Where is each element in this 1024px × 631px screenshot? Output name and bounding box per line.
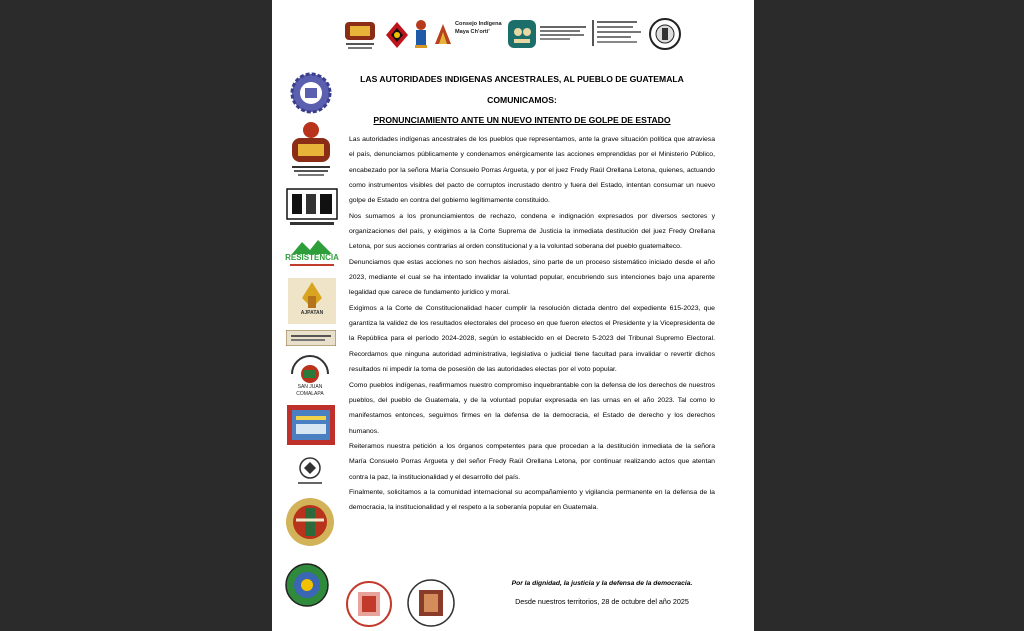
paragraph: Finalmente, solicitamos a la comunidad internacional su acompañamiento y vigilancia permanente en la defensa de la democracia, la institucionalidad y el respeto a la soberanía popular en Guatemala. <box>349 488 715 512</box>
paragraph: Reiteramos nuestra petición a los órganos competentes para que procedan a la destitución inmediata de la señora María Consuelo Porras Argueta y del señor Fredy Raúl Orellana Letona, por continuar realizando actos que atentan contra la paz, la institucionalidad y el desarrollo del país. <box>349 442 715 481</box>
logo-diamond-top <box>384 20 410 50</box>
logo-small-emblem <box>290 452 330 488</box>
logo-cooperativa-gear <box>290 72 332 114</box>
closing-line: Por la dignidad, la justicia y la defensa de la democracia. <box>511 580 693 587</box>
paragraph: Nos sumamos a los pronunciamientos de rechazo, condena e indignación expresados por diversos sectores y organizaciones del país, y exigimos a la Corte Suprema de Justicia la inmediata destitución del juez Fredy Orellana Letona, por sus acciones contrarias al orden constitucional y a la voluntad soberana del pueblo guatemalteco. <box>349 212 715 251</box>
logo-tzutujil <box>286 188 338 228</box>
logo-autoridad-indigena-red <box>286 404 336 446</box>
consejo-line1: Consejo Indígena <box>455 21 502 27</box>
logo-text-block-top <box>540 24 588 42</box>
comalapa-line2: COMALAPA <box>296 391 324 397</box>
logo-alcaldia-indigena <box>284 496 336 552</box>
logo-consejo-maya-chorti <box>433 18 503 48</box>
paragraph: Denunciamos que estas acciones no son hechos aislados, sino parte de un proceso sistemático iniciado desde el año 2023, mediante el cual se ha intentado invalidar la voluntad popular, encubriendo sus intenciones bajo una aparente legalidad que carece de fundamento jurídico y moral. <box>349 258 715 297</box>
logo-small-banner <box>286 330 336 346</box>
document-subtitle: COMUNICAMOS: <box>487 95 557 105</box>
logo-bottom-seal-2 <box>406 578 456 628</box>
logo-round-bottom-left <box>284 562 330 608</box>
logo-seal-top <box>647 16 683 52</box>
logo-text-block-top-2 <box>592 18 644 48</box>
logo-figure-top <box>412 18 430 50</box>
resistencia-sub <box>290 264 334 266</box>
consejo-line2: Maya Ch'orti' <box>455 29 490 35</box>
resistencia-label: RESISTENCIA <box>285 253 339 262</box>
logo-ajpatan <box>288 278 336 324</box>
logo-maya-glyph-top <box>506 18 538 50</box>
paragraph: Exigimos a la Corte de Constitucionalidad hacer cumplir la resolución dictada dentro del expediente 615-2023, que garantiza la validez de los resultados electorales del proceso en que fueron electos el Presidente y la Vicepresidenta de la República para el período 2024-2028, según lo establecido en el Decreto 5-2023 del Tribunal Supremo Electoral. Recordamos que ninguna autoridad administrativa, legislativa o judicial tiene facultad para invalidar o revertir dichos resultados ni impedir la toma de posesión de las autoridades electas por el voto popular. <box>349 304 715 374</box>
paragraph: Como pueblos indígenas, reafirmamos nuestro compromiso inquebrantable con la defensa de los derechos de nuestros pueblos, del pueblo de Guatemala, y de la voluntad popular expresada en las urnas en el año 2023. Tal como lo manifestamos entonces, seguimos firmes en la defensa de la democracia, el Estado de derecho y los derechos humanos. <box>349 381 715 435</box>
document-heading: PRONUNCIAMIENTO ANTE UN NUEVO INTENTO DE GOLPE DE ESTADO <box>373 115 671 125</box>
document-page <box>272 0 754 631</box>
logo-bottom-seal-1 <box>344 580 394 628</box>
paragraph: Las autoridades indígenas ancestrales de los pueblos que representamos, ante la grave situación política que atraviesa el país, denunciamos públicamente y condenamos enérgicamente las acciones emprendidas por el Ministerio Público, encabezado por la señora María Consuelo Porras Argueta, y por el juez Fredy Raúl Orellana Letona, quienes, actuando como instrumentos visibles del pacto de corruptos incrustado dentro y fuera del Estado, intentan consumar un nuevo golpe de Estado en contra del gobierno legítimamente constituido. <box>349 136 715 205</box>
logo-municipalidad-comalapa <box>286 352 334 400</box>
logo-municipalidad-solola-top <box>342 18 378 52</box>
logo-municipalidad-indigena-solola <box>288 120 334 180</box>
ajpatan-label: AJPATAN <box>300 310 324 316</box>
document-title: LAS AUTORIDADES INDIGENAS ANCESTRALES, AL PUEBLO DE GUATEMALA <box>360 74 684 84</box>
comalapa-line1: SAN JUAN <box>297 384 323 390</box>
document-body <box>349 132 715 516</box>
logo-resistencia <box>284 236 340 272</box>
place-date: Desde nuestros territorios, 28 de octubre del año 2025 <box>515 597 689 606</box>
